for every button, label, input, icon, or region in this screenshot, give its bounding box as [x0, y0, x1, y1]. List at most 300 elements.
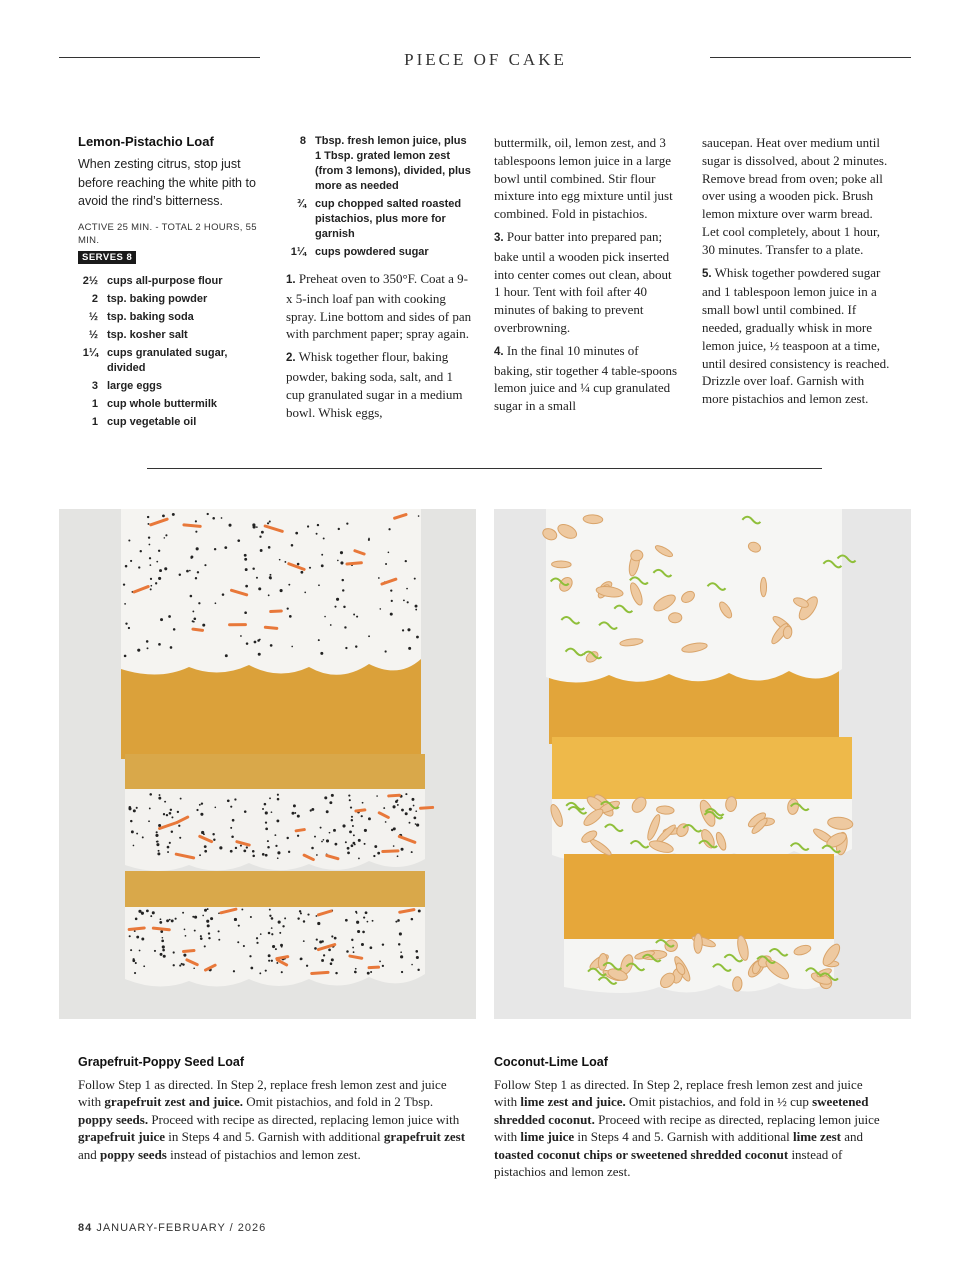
section-title: PIECE OF CAKE: [404, 50, 567, 69]
poppy-seed: [196, 809, 198, 811]
zest-strip: [347, 563, 361, 564]
variation-bold-text: grapefruit zest and juice.: [104, 1094, 244, 1110]
poppy-seed: [399, 932, 402, 935]
poppy-seed: [130, 949, 132, 951]
poppy-seed: [252, 850, 255, 853]
ingredient-item: 8 Tbsp. fresh lemon juice, plus 1 Tbsp. grated lemon zest (from 3 lemons), divided, plus more as needed: [299, 135, 471, 192]
poppy-seed: [208, 932, 210, 934]
page-number: 84: [78, 1222, 93, 1234]
poppy-seed: [241, 909, 243, 911]
step-5: 5. Whisk together powdered sugar and 1 tablespoon lemon juice in a small bowl until combined. If needed, gradually whisk in more lemon juice, ½ teaspoon at a time, until desired consistency is reached. Drizzle over loaf. Garnish with more pistachios and lemon zest.: [702, 264, 890, 407]
poppy-seed: [133, 809, 136, 812]
poppy-seed: [320, 652, 323, 655]
poppy-seed: [148, 820, 150, 822]
poppy-seed: [155, 834, 158, 837]
poppy-seed: [318, 584, 320, 586]
poppy-seed: [246, 846, 248, 848]
poppy-seed: [415, 950, 418, 953]
header-rule-right: [710, 57, 911, 58]
poppy-seed: [330, 962, 333, 965]
poppy-seed: [318, 639, 320, 641]
poppy-seed: [259, 639, 261, 641]
poppy-seed: [230, 827, 232, 829]
poppy-seed: [323, 839, 325, 841]
poppy-seed: [138, 566, 140, 568]
poppy-seed: [268, 932, 271, 935]
poppy-seed: [128, 539, 130, 541]
coconut-chip: [552, 561, 572, 568]
variation-bold-text: toasted coconut chips or sweetened shredded coconut: [494, 1146, 789, 1162]
poppy-seed: [132, 959, 135, 962]
variation-bold-text: sweetened shredded coconut.: [494, 1094, 869, 1127]
ingredients-steps-column: [286, 134, 472, 426]
poppy-seed: [232, 819, 235, 822]
poppy-seed: [348, 795, 350, 797]
poppy-seed: [222, 593, 225, 596]
poppy-seed: [148, 536, 150, 538]
poppy-seed: [262, 808, 264, 810]
poppy-seed: [154, 950, 156, 952]
ingredient-item: 1 cup whole buttermilk: [91, 397, 218, 410]
poppy-seed: [192, 916, 194, 918]
poppy-seed: [230, 806, 232, 808]
ingredient-list: [78, 274, 268, 430]
poppy-seed: [342, 824, 345, 827]
coconut-loaf-illustration: [494, 509, 911, 1019]
poppy-seed: [204, 850, 207, 853]
poppy-seed: [342, 579, 344, 581]
poppy-seed: [311, 808, 314, 811]
zest-strip: [389, 795, 400, 796]
poppy-seed: [147, 647, 149, 649]
variation-bold-text: lime zest: [792, 1129, 841, 1145]
poppy-seed: [123, 583, 125, 585]
poppy-seed: [265, 827, 268, 830]
poppy-seed: [267, 522, 269, 524]
poppy-seed: [165, 534, 167, 536]
poppy-seed: [208, 937, 210, 939]
poppy-seed: [300, 958, 302, 960]
poppy-seed: [268, 960, 270, 962]
poppy-seed: [202, 624, 205, 627]
grapefruit-loaf-illustration: [59, 509, 476, 1019]
poppy-seed: [411, 798, 414, 801]
poppy-seed: [303, 940, 305, 942]
poppy-seed: [405, 793, 407, 795]
poppy-seed: [415, 609, 417, 611]
poppy-seed: [262, 853, 265, 856]
poppy-seed: [140, 550, 142, 552]
poppy-seed: [156, 561, 158, 563]
poppy-seed: [146, 910, 149, 913]
recipe-intro-column: [78, 134, 268, 433]
poppy-seed: [291, 646, 293, 648]
poppy-seed: [261, 531, 264, 534]
poppy-seed: [160, 918, 162, 920]
poppy-seed: [306, 965, 308, 967]
poppy-seed: [179, 574, 181, 576]
poppy-seed: [416, 823, 419, 826]
poppy-seed: [316, 915, 318, 917]
poppy-seed: [385, 821, 387, 823]
poppy-seed: [168, 615, 171, 618]
poppy-seed: [331, 935, 333, 937]
poppy-seed: [352, 825, 354, 827]
poppy-seed: [398, 943, 400, 945]
ingredient-item: 2½ cups all-purpose flour: [82, 274, 223, 287]
poppy-seed: [212, 833, 214, 835]
poppy-seed: [260, 549, 263, 552]
poppy-seed: [256, 937, 258, 939]
poppy-seed: [164, 801, 166, 803]
serves-badge: SERVES 8: [78, 251, 136, 264]
poppy-seed: [385, 563, 387, 565]
poppy-seed: [281, 946, 283, 948]
poppy-seed: [357, 930, 360, 933]
poppy-seed: [291, 544, 294, 547]
poppy-seed: [182, 963, 184, 965]
poppy-seed: [171, 816, 173, 818]
poppy-seed: [321, 841, 323, 843]
poppy-seed: [351, 844, 354, 847]
poppy-seed: [287, 607, 289, 609]
poppy-seed: [193, 967, 195, 969]
poppy-seed: [345, 841, 347, 843]
section-divider: [147, 468, 822, 469]
poppy-seed: [382, 965, 384, 967]
poppy-seed: [365, 911, 368, 914]
poppy-seed: [264, 803, 267, 806]
poppy-seed: [268, 594, 270, 596]
poppy-seed: [354, 844, 356, 846]
poppy-seed: [345, 919, 348, 922]
poppy-seed: [128, 807, 131, 810]
poppy-seed: [289, 615, 292, 618]
poppy-seed: [277, 798, 280, 801]
poppy-seed: [160, 618, 163, 621]
poppy-seed: [282, 925, 284, 927]
poppy-seed: [405, 812, 408, 815]
poppy-seed: [415, 605, 418, 608]
recipe-title: Lemon-Pistachio Loaf: [78, 134, 214, 149]
poppy-seed: [338, 528, 340, 530]
poppy-seed: [295, 532, 298, 535]
poppy-seed: [131, 830, 134, 833]
grapefruit-poppy-loaf-photo: [59, 509, 476, 1019]
poppy-seed: [179, 837, 181, 839]
poppy-seed: [150, 578, 152, 580]
poppy-seed: [411, 964, 413, 966]
poppy-seed: [128, 627, 130, 629]
poppy-seed: [199, 804, 201, 806]
poppy-seed: [269, 915, 271, 917]
poppy-seed: [147, 516, 149, 518]
poppy-seed: [178, 825, 180, 827]
poppy-seed: [288, 584, 290, 586]
poppy-seed: [385, 650, 387, 652]
poppy-seed: [221, 517, 223, 519]
steps-column-3: [494, 134, 680, 420]
poppy-seed: [393, 845, 395, 847]
poppy-seed: [215, 602, 217, 604]
poppy-seed: [142, 836, 144, 838]
poppy-seed: [317, 922, 320, 925]
zest-strip: [312, 972, 328, 973]
poppy-seed: [401, 848, 404, 851]
poppy-seed: [407, 601, 409, 603]
variation-body-grapefruit: [78, 1076, 468, 1163]
poppy-seed: [340, 551, 343, 554]
poppy-seed: [407, 628, 410, 631]
variation-bold-text: poppy seeds: [100, 1146, 167, 1162]
poppy-seed: [160, 953, 163, 956]
poppy-seed: [416, 956, 419, 959]
poppy-seed: [349, 799, 351, 801]
poppy-seed: [245, 568, 248, 571]
poppy-seed: [345, 647, 347, 649]
poppy-seed: [202, 915, 204, 917]
poppy-seed: [346, 950, 349, 953]
variation-title-coconut-lime: Coconut-Lime Loaf: [494, 1055, 608, 1069]
poppy-seed: [158, 850, 160, 852]
poppy-seed: [185, 935, 187, 937]
poppy-seed: [372, 920, 374, 922]
poppy-seed: [172, 513, 175, 516]
poppy-seed: [229, 524, 232, 527]
poppy-seed: [416, 636, 419, 639]
poppy-seed: [252, 523, 255, 526]
poppy-seed: [390, 613, 393, 616]
poppy-seed: [149, 793, 152, 796]
steps-column-4: [702, 134, 892, 413]
poppy-seed: [409, 822, 411, 824]
poppy-seed: [195, 520, 197, 522]
poppy-seed: [270, 644, 273, 647]
poppy-seed: [415, 823, 417, 825]
poppy-seed: [210, 917, 213, 920]
variation-text: in Steps 4 and 5. Garnish with additional: [165, 1129, 384, 1145]
poppy-seed: [277, 794, 279, 796]
poppy-seed: [207, 924, 210, 927]
poppy-seed: [224, 546, 227, 549]
poppy-seed: [379, 608, 381, 610]
poppy-seed: [124, 603, 126, 605]
poppy-seed: [406, 588, 408, 590]
zest-strip: [265, 627, 276, 628]
poppy-seed: [267, 840, 269, 842]
poppy-seed: [275, 845, 277, 847]
poppy-seed: [286, 837, 288, 839]
poppy-seed: [234, 918, 237, 921]
poppy-seed: [344, 626, 346, 628]
zest-strip: [193, 629, 203, 630]
poppy-seed: [323, 537, 325, 539]
recipe-intro: When zesting citrus, stop just before reaching the white pith to avoid the rind’s bitterness.: [78, 157, 256, 208]
poppy-seed: [260, 933, 262, 935]
poppy-seed: [243, 849, 246, 852]
poppy-seed: [330, 624, 332, 626]
poppy-seed: [196, 547, 199, 550]
poppy-seed: [331, 958, 334, 961]
poppy-seed: [274, 834, 276, 836]
poppy-seed: [271, 927, 273, 929]
poppy-seed: [358, 839, 361, 842]
poppy-seed: [137, 649, 140, 652]
poppy-seed: [319, 940, 322, 943]
variation-bold-text: lime zest and juice.: [520, 1094, 626, 1110]
poppy-seed: [334, 606, 336, 608]
poppy-seed: [157, 852, 160, 855]
variation-bold-text: poppy seeds.: [78, 1111, 149, 1127]
coconut-chip: [668, 612, 682, 623]
step-1: 1. Preheat oven to 350°F. Coat a 9- x 5-inch loaf pan with cooking spray. Line bottom and sides of pan with parchment paper; spray again.: [286, 271, 472, 342]
poppy-seed: [195, 531, 197, 533]
poppy-seed: [358, 858, 360, 860]
poppy-seed: [413, 805, 415, 807]
poppy-seed: [159, 794, 161, 796]
poppy-seed: [246, 642, 249, 645]
poppy-seed: [244, 554, 247, 557]
poppy-seed: [204, 564, 206, 566]
poppy-seed: [321, 959, 324, 962]
poppy-seed: [281, 971, 283, 973]
poppy-seed: [148, 544, 150, 546]
variation-text: Proceed with recipe as directed, replacing lemon juice with: [148, 1111, 460, 1127]
poppy-seed: [129, 935, 131, 937]
poppy-seed: [329, 801, 332, 804]
poppy-seed: [320, 827, 322, 829]
poppy-seed: [414, 578, 416, 580]
variation-title-grapefruit: Grapefruit-Poppy Seed Loaf: [78, 1055, 244, 1069]
poppy-seed: [276, 962, 278, 964]
poppy-seed: [277, 851, 280, 854]
poppy-seed: [158, 550, 160, 552]
poppy-seed: [268, 546, 271, 549]
poppy-seed: [155, 582, 157, 584]
poppy-seed: [149, 564, 151, 566]
variation-bold-text: grapefruit juice: [78, 1129, 166, 1145]
poppy-seed: [370, 971, 372, 973]
poppy-seed: [391, 600, 393, 602]
poppy-seed: [237, 539, 240, 542]
poppy-seed: [125, 623, 127, 625]
poppy-seed: [355, 971, 357, 973]
variation-text: instead of pistachios and lemon zest.: [494, 1146, 843, 1180]
poppy-seed: [326, 810, 329, 813]
poppy-seed: [324, 616, 326, 618]
poppy-seed: [331, 794, 334, 797]
poppy-seed: [361, 815, 363, 817]
poppy-seed: [265, 822, 267, 824]
poppy-seed: [199, 854, 201, 856]
variation-text: in Steps 4 and 5. Garnish with additional: [574, 1129, 793, 1145]
ingredient-item: 1¼ cups powdered sugar: [290, 246, 429, 258]
poppy-seed: [321, 554, 323, 556]
variation-bold-text: grapefruit zest: [383, 1129, 466, 1145]
poppy-seed: [368, 539, 370, 541]
poppy-seed: [244, 611, 247, 614]
poppy-seed: [297, 835, 299, 837]
poppy-seed: [393, 805, 396, 808]
poppy-seed: [227, 799, 230, 802]
poppy-seed: [271, 917, 274, 920]
poppy-seed: [411, 851, 413, 853]
poppy-seed: [368, 635, 370, 637]
poppy-seed: [213, 839, 215, 841]
poppy-seed: [207, 513, 209, 515]
poppy-seed: [408, 647, 411, 650]
poppy-seed: [150, 915, 152, 917]
poppy-seed: [240, 635, 242, 637]
poppy-seed: [148, 523, 150, 525]
poppy-seed: [162, 945, 165, 948]
poppy-seed: [368, 817, 371, 820]
poppy-seed: [324, 796, 327, 799]
poppy-seed: [411, 918, 414, 921]
poppy-seed: [269, 909, 271, 911]
poppy-seed: [362, 931, 365, 934]
poppy-seed: [231, 836, 234, 839]
poppy-seed: [321, 564, 324, 567]
zest-strip: [277, 957, 288, 959]
step-2-continued: buttermilk, oil, lemon zest, and 3 tablespoons lemon juice in a large bowl until combined. Stir flour mixture into egg mixture until just combined. Fold in pistachios.: [494, 135, 673, 222]
poppy-seed: [323, 954, 325, 956]
poppy-seed: [190, 595, 193, 598]
zest-strip: [184, 951, 194, 952]
poppy-seed: [300, 571, 303, 574]
poppy-seed: [141, 912, 144, 915]
poppy-seed: [271, 933, 273, 935]
poppy-seed: [169, 812, 172, 815]
poppy-seed: [173, 628, 176, 631]
poppy-seed: [269, 577, 271, 579]
poppy-seed: [352, 947, 354, 949]
variation-bold-text: lime juice: [520, 1129, 575, 1145]
poppy-seed: [135, 918, 138, 921]
poppy-seed: [293, 804, 296, 807]
poppy-seed: [214, 548, 216, 550]
poppy-seed: [171, 920, 174, 923]
poppy-seed: [125, 565, 128, 568]
zest-strip: [184, 525, 200, 526]
poppy-seed: [279, 559, 281, 561]
poppy-seed: [388, 528, 390, 530]
poppy-seed: [250, 916, 252, 918]
poppy-seed: [158, 797, 161, 800]
poppy-seed: [160, 930, 163, 933]
poppy-seed: [355, 645, 357, 647]
poppy-seed: [184, 929, 186, 931]
ingredient-item: 1 cup vegetable oil: [91, 415, 197, 428]
poppy-seed: [417, 969, 419, 971]
poppy-seed: [378, 577, 380, 579]
poppy-seed: [382, 943, 384, 945]
poppy-seed: [362, 802, 364, 804]
poppy-seed: [237, 941, 239, 943]
poppy-seed: [134, 972, 136, 974]
poppy-seed: [233, 970, 235, 972]
poppy-seed: [314, 947, 317, 950]
poppy-seed: [200, 813, 203, 816]
issue-date: JANUARY-FEBRUARY / 2026: [96, 1222, 267, 1234]
poppy-seed: [401, 971, 403, 973]
poppy-seed: [351, 816, 353, 818]
poppy-seed: [329, 832, 331, 834]
coconut-chip: [732, 977, 742, 992]
poppy-seed: [284, 561, 286, 563]
poppy-seed: [218, 939, 220, 941]
poppy-seed: [316, 854, 318, 856]
